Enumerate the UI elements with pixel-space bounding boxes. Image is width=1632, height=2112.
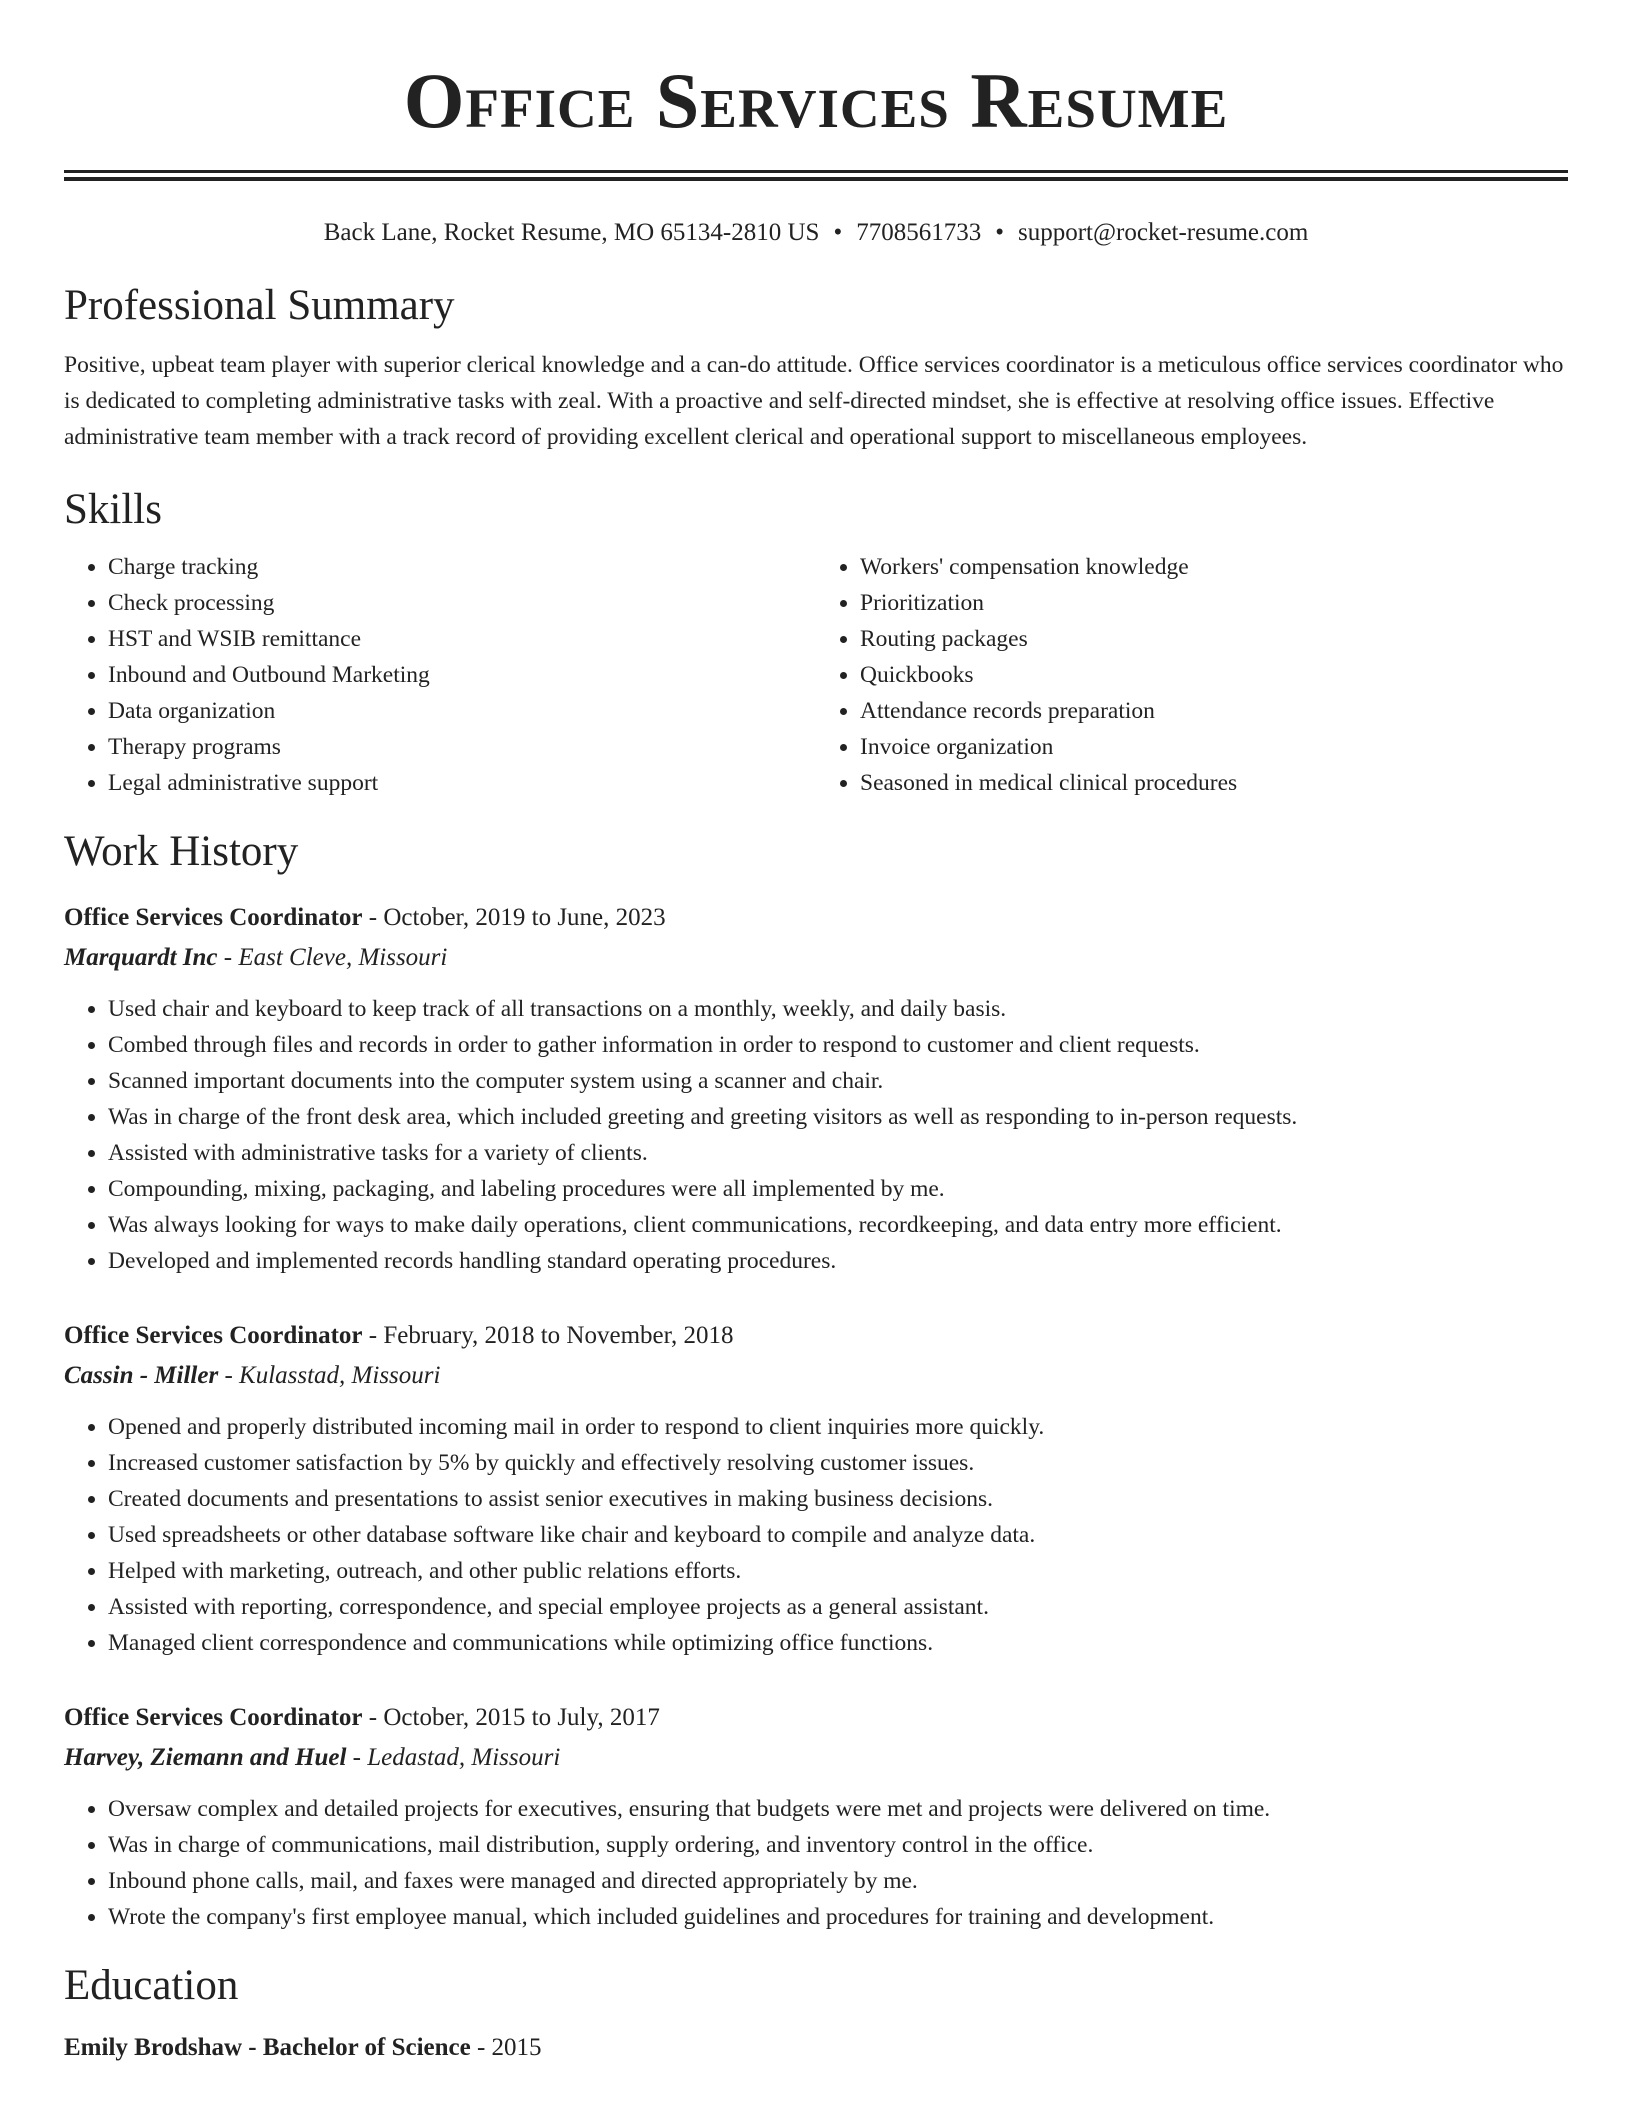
summary-heading: Professional Summary [64,282,455,329]
skill-item: • Inbound and Outbound Marketing [108,657,816,693]
job-bullet: • Helped with marketing, outreach, and other public relations efforts. [108,1553,1568,1589]
resume-page [64,0,1568,2065]
job-bullet: • Oversaw complex and detailed projects for executives, ensuring that budgets were met and projects were delivered on time. [108,1791,1568,1827]
skills-grid [64,549,1568,801]
job-bullet: • Combed through files and records in order to gather information in order to respond to customer and client requests. [108,1027,1568,1063]
skill-item: • Quickbooks [860,657,1568,693]
job-company: Marquardt Inc [64,944,218,971]
job-dates: - October, 2015 to July, 2017 [362,1704,660,1731]
title-divider [64,170,1568,181]
skill-item: • Therapy programs [108,729,816,765]
education-entry [64,2031,1568,2065]
job-entry [64,1319,1568,1661]
job-company: Harvey, Ziemann and Huel [64,1744,347,1771]
work-history-heading: Work History [64,828,299,875]
job-bullet: • Inbound phone calls, mail, and faxes were managed and directed appropriately by me. [108,1863,1568,1899]
job-bullet: • Was always looking for ways to make daily operations, client communications, recordkeeping, and data entry more efficient. [108,1207,1568,1243]
skill-item: • Prioritization [860,585,1568,621]
skill-item: • Check processing [108,585,816,621]
job-bullets [64,1791,1568,1935]
job-role: Office Services Coordinator [64,904,363,931]
education-heading: Education [64,1962,239,2009]
job-company: Cassin - Miller [64,1362,219,1389]
job-role: Office Services Coordinator [64,1704,363,1731]
job-bullet: • Scanned important documents into the computer system using a scanner and chair. [108,1063,1568,1099]
job-title-line [64,901,1568,935]
skill-item: • Data organization [108,693,816,729]
job-bullet: • Managed client correspondence and communications while optimizing office functions. [108,1625,1568,1661]
contact-line [64,217,1568,249]
job-bullet: • Assisted with reporting, correspondence, and special employee projects as a general assistant. [108,1589,1568,1625]
job-title-line [64,1319,1568,1353]
job-bullet: • Was in charge of communications, mail distribution, supply ordering, and inventory control in the office. [108,1827,1568,1863]
job-location: - Kulasstad, Missouri [218,1362,441,1389]
job-bullets [64,1409,1568,1661]
skills-heading: Skills [64,486,162,533]
skill-item: • Attendance records preparation [860,693,1568,729]
job-company-line [64,941,1568,975]
job-company-line [64,1741,1568,1775]
job-location: - Ledastad, Missouri [346,1744,561,1771]
page-title: Office Services Resume [403,57,1229,144]
contact-email: support@rocket-resume.com [1018,219,1309,246]
skills-list-left [64,549,816,801]
skill-item: • Invoice organization [860,729,1568,765]
contact-separator: • [833,219,843,246]
contact-phone: 7708561733 [856,219,982,246]
skill-item: • HST and WSIB remittance [108,621,816,657]
contact-address: Back Lane, Rocket Resume, MO 65134-2810 US [323,219,820,246]
job-bullets [64,991,1568,1279]
skills-list-right [816,549,1568,801]
job-bullet: • Compounding, mixing, packaging, and labeling procedures were all implemented by me. [108,1171,1568,1207]
skill-item: • Routing packages [860,621,1568,657]
job-bullet: • Increased customer satisfaction by 5% by quickly and effectively resolving customer issues. [108,1445,1568,1481]
job-bullet: • Opened and properly distributed incoming mail in order to respond to client inquiries more quickly. [108,1409,1568,1445]
job-bullet: • Was in charge of the front desk area, which included greeting and greeting visitors as well as responding to in-person requests. [108,1099,1568,1135]
education-school: Emily Brodshaw - Bachelor of Science [64,2034,471,2061]
job-role: Office Services Coordinator [64,1322,363,1349]
job-title-line [64,1701,1568,1735]
skill-item: • Seasoned in medical clinical procedures [860,765,1568,801]
job-bullet: • Used chair and keyboard to keep track of all transactions on a monthly, weekly, and daily basis. [108,991,1568,1027]
contact-separator: • [995,219,1004,246]
skill-item: • Legal administrative support [108,765,816,801]
education-year: - 2015 [470,2034,542,2061]
job-bullet: • Used spreadsheets or other database software like chair and keyboard to compile and analyze data. [108,1517,1568,1553]
summary-text: Positive, upbeat team player with superior clerical knowledge and a can-do attitude. Office services coordinator is a meticulous office services coordinator who is dedicated to completing administrative tasks with zeal. With a proactive and self-directed mindset, she is effective at resolving office issues. Effective administrative team member with a track record of providing excellent clerical and operational support to miscellaneous employees. [64,352,1564,450]
job-dates: - October, 2019 to June, 2023 [362,904,666,931]
job-company-line [64,1359,1568,1393]
job-entry [64,901,1568,1279]
job-location: - East Cleve, Missouri [217,944,448,971]
skill-item: • Charge tracking [108,549,816,585]
job-entry [64,1701,1568,1935]
job-bullet: • Created documents and presentations to assist senior executives in making business decisions. [108,1481,1568,1517]
skill-item: • Workers' compensation knowledge [860,549,1568,585]
job-bullet: • Wrote the company's first employee manual, which included guidelines and procedures for training and development. [108,1899,1568,1935]
job-dates: - February, 2018 to November, 2018 [362,1322,734,1349]
job-bullet: • Developed and implemented records handling standard operating procedures. [108,1243,1568,1279]
job-bullet: • Assisted with administrative tasks for a variety of clients. [108,1135,1568,1171]
